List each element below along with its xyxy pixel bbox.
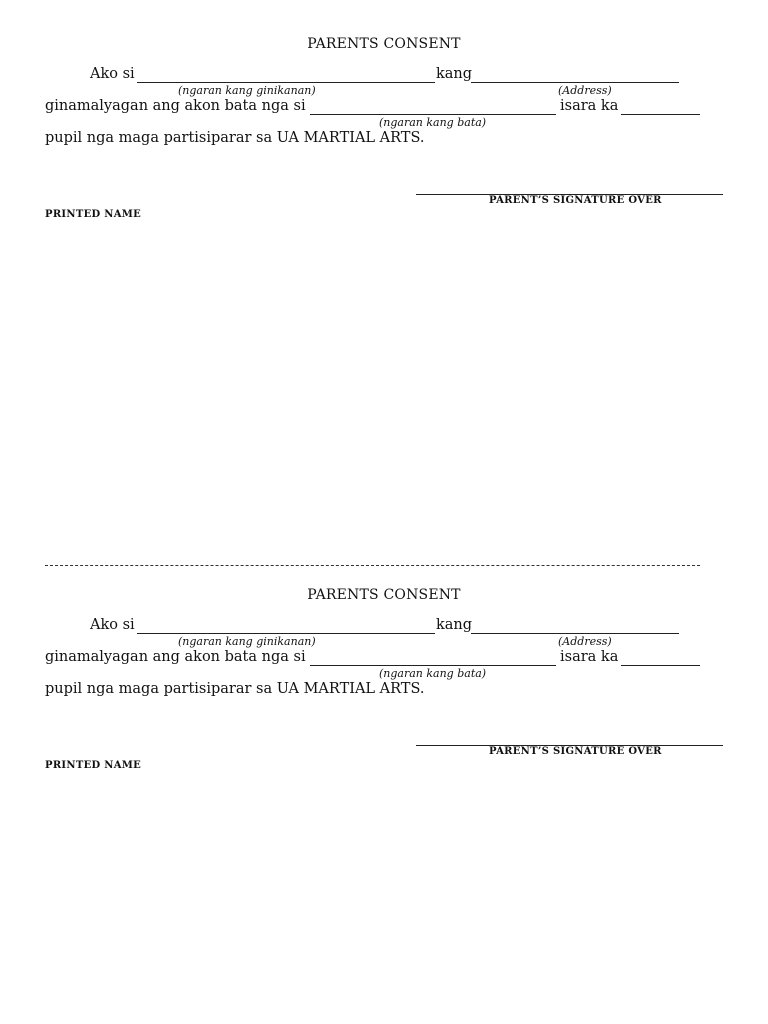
address-blank[interactable] <box>471 633 679 634</box>
ako-si-label: Ako si <box>90 617 135 633</box>
ginamalyagan-label: ginamalyagan ang akon bata nga si <box>45 98 306 114</box>
kang-label: kang <box>436 617 473 633</box>
printed-name-label: PRINTED NAME <box>45 209 142 220</box>
child-name-hint: (ngaran kang bata) <box>379 667 487 680</box>
consent-form-1 <box>0 36 768 276</box>
isara-ka-label: isara ka <box>560 649 619 665</box>
cut-divider <box>45 565 700 566</box>
pupil-statement: pupil nga maga partisiparar sa UA MARTIAL ARTS. <box>45 681 425 697</box>
grade-blank[interactable] <box>621 665 700 666</box>
consent-form-2 <box>0 587 768 827</box>
isara-ka-label: isara ka <box>560 98 619 114</box>
child-name-blank[interactable] <box>310 114 556 115</box>
child-name-hint: (ngaran kang bata) <box>379 116 487 129</box>
form-title: PARENTS CONSENT <box>307 587 461 603</box>
pupil-statement: pupil nga maga partisiparar sa UA MARTIAL ARTS. <box>45 130 425 146</box>
grade-blank[interactable] <box>621 114 700 115</box>
child-name-blank[interactable] <box>310 665 556 666</box>
printed-name-label: PRINTED NAME <box>45 760 142 771</box>
address-hint: (Address) <box>558 84 612 97</box>
parent-name-blank[interactable] <box>137 633 435 634</box>
parent-name-blank[interactable] <box>137 82 435 83</box>
parent-name-hint: (ngaran kang ginikanan) <box>178 84 316 97</box>
ako-si-label: Ako si <box>90 66 135 82</box>
signature-label: PARENT’S SIGNATURE OVER <box>489 195 662 206</box>
kang-label: kang <box>436 66 473 82</box>
ginamalyagan-label: ginamalyagan ang akon bata nga si <box>45 649 306 665</box>
form-title: PARENTS CONSENT <box>307 36 461 52</box>
address-hint: (Address) <box>558 635 612 648</box>
address-blank[interactable] <box>471 82 679 83</box>
signature-label: PARENT’S SIGNATURE OVER <box>489 746 662 757</box>
parent-name-hint: (ngaran kang ginikanan) <box>178 635 316 648</box>
